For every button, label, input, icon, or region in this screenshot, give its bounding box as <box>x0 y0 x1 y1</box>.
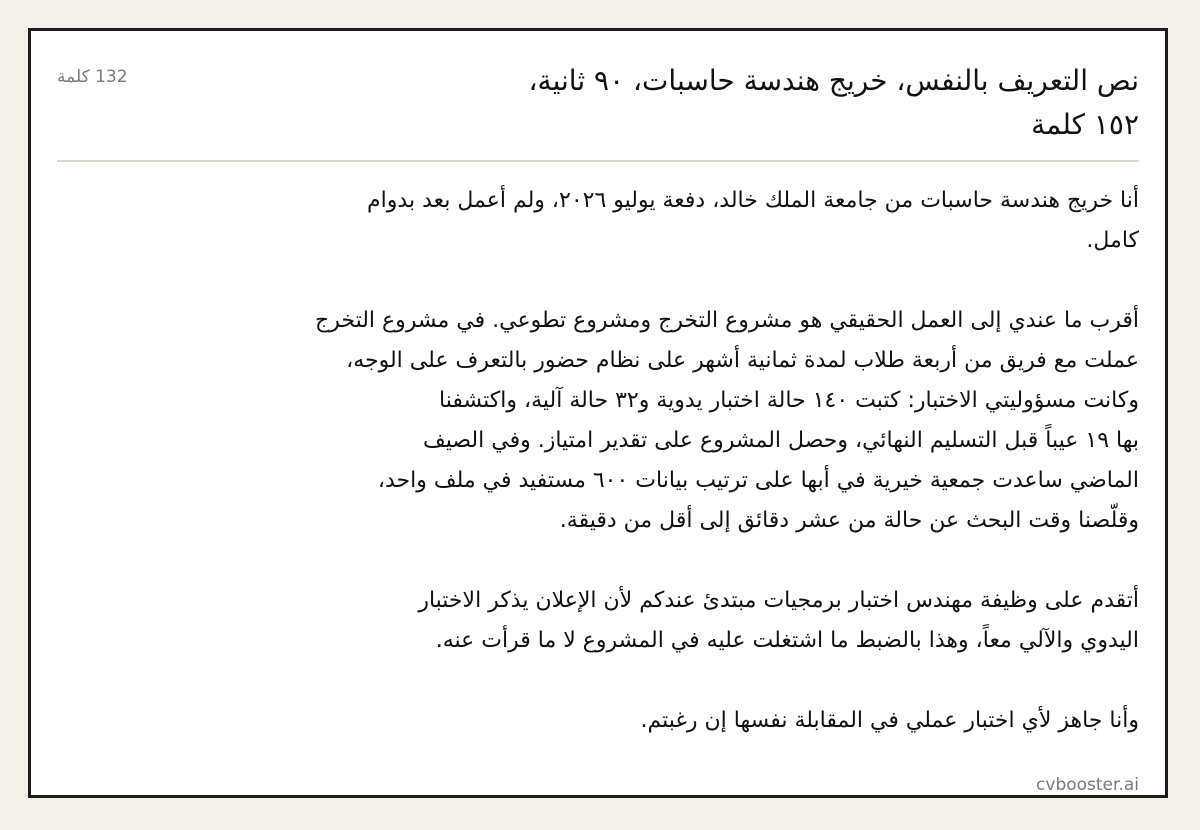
word-count-badge: 132 كلمة <box>57 67 128 87</box>
paragraph-1: أنا خريج هندسة حاسبات من جامعة الملك خالد، دفعة يوليو ٢٠٢٦، ولم أعمل بعد بدوام كامل. <box>367 188 1139 253</box>
paragraph-2: أقرب ما عندي إلى العمل الحقيقي هو مشروع التخرج ومشروع تطوعي. في مشروع التخرج عملت مع فريق من أربعة طلاب لمدة ثمانية أشهر على نظام حضور بالتعرف على الوجه، وكانت مسؤوليتي الاختبار: كتبت ١٤٠ حالة اختبار يدوية و٣٢ حالة آلية، واكتشفنا بها ١٩ عيباً قبل التسليم النهائي، وحصل المشروع على تقدير امتياز. وفي الصيف الماضي ساعدت جمعية خيرية في أبها على ترتيب بيانات ٦٠٠ مستفيد في ملف واحد، وقلّصنا وقت البحث عن حالة من عشر دقائق إلى أقل من دقيقة. <box>315 308 1139 533</box>
paragraph-3: أتقدم على وظيفة مهندس اختبار برمجيات مبتدئ عندكم لأن الإعلان يذكر الاختبار اليدوي والآلي معاً، وهذا بالضبط ما اشتغلت عليه في المشروع لا ما قرأت عنه. <box>418 588 1139 653</box>
document-header <box>57 31 1139 162</box>
document-title: نص التعريف بالنفس، خريج هندسة حاسبات، ٩٠ ثانية، ١٥٢ كلمة <box>528 64 1139 141</box>
paragraph-4: وأنا جاهز لأي اختبار عملي في المقابلة نفسها إن رغبتم. <box>640 708 1139 733</box>
footer-brand: cvbooster.ai <box>1036 775 1139 795</box>
document-body <box>139 181 1139 741</box>
document-card <box>28 28 1168 798</box>
